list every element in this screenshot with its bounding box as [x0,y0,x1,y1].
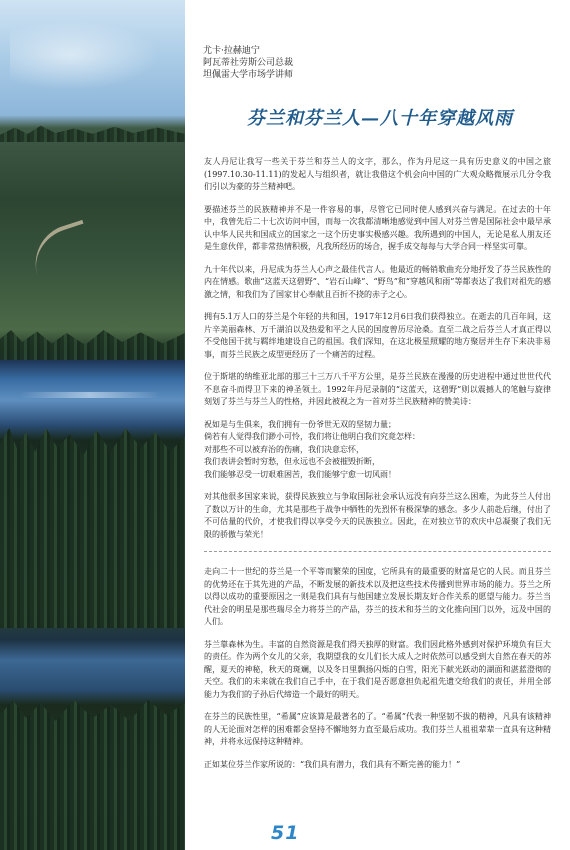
cloud [10,20,160,90]
lake-shore-treeline [0,330,185,360]
author-block [203,45,403,81]
pine-forest [0,428,185,628]
paragraph: 友人丹尼让我写一些关于芬兰和芬兰人的文字，那么，作为丹尼这一具有历史意义的中国之旅(1997.10.30-11.11)的发起人与组织者，就让我借这个机会向中国的广大观众略微展示几分令我们引以为豪的芬兰精神吧。 [204,157,551,191]
page-number: 51 [271,822,300,844]
lyric-line: 我们能够忍受一切艰难困苦，我们能够宁愈一切风雨！ [204,469,396,479]
paragraph: 要描述芬兰的民族精神并不是一件容易的事，尽管它已同时使人感到兴奋与满足。在过去的十年中，我曾先后二十七次访问中国，而每一次我都清晰地感觉到中国人对芬兰曾是国际社会中最早承认中华人民共和国成立的国家之一这个历史事实极感兴趣。我所遇到的中国人，无论是私人朋友还是生意伙伴，都非常热情积极，凡我所经历的场合，握手成交每每与大学合同一样坚实可靠。 [204,204,551,251]
song-lyrics [204,419,551,482]
lake-reflection [20,392,160,398]
section-divider [204,551,551,552]
distant-treeline [0,124,185,142]
paragraph: 位于斯堪的纳维亚北部的那三十三万八千平方公里，是芬兰民族在漫漫的历史进程中通过世世代代不息奋斗而得卫下来的神圣领土。1992年丹尼录制的“这蓝天，这碧野”则以震撼人的笔触与旋律刻划了芬兰与芬兰人的性格，并因此被视之为一首对芬兰民族精神的赞美诗： [204,372,551,406]
paragraph: 拥有5.1万人口的芬兰是个年轻的共和国，1917年12月6日我们获得独立。在逝去的几百年间，这片辛美丽森林、万千湖泊以及热爱和平之人民的国度曾历尽沧桑。直至二战之后芬兰人才真正得以不受他国干扰与羁绊地建设自己的祖国。我们深知，在这北极星照耀的地方聚居并生存下来决非易事，而芬兰民族之成型更经历了一个痛苦的过程。 [204,312,551,359]
foreground-pines [0,700,185,850]
author-name: 尤卡·拉赫迪宁 [203,46,260,56]
author-affiliation: 坦佩雷大学市场学讲师 [203,70,294,80]
paragraph: 在芬兰的民族性里，“希属”应该算是最著名的了。“希属”代表一种坚韧不拔的精神，凡具有该精神的人无论面对怎样的困难都会坚持不懈地努力直至最后成功。我们芬兰人祖祖辈辈一直具有这种精神，并将永远保持这种精神。 [204,712,551,746]
lyric-line: 倘若有人觉得我们渺小可怜，我们将让他明白我们究竟怎样： [204,432,420,441]
lyric-line: 我们表讲会暂时穷愁，但永远也不会被摧毁折断， [204,457,380,466]
article-body [204,156,551,781]
paragraph: 对其他很多国家来说，获得民族独立与争取国际社会承认远没有向芬兰这么困难，为此芬兰人付出了数以万计的生命，尤其是那些于战争中牺牲的先烈怀有极深挚的感念。多少人前赴后继，付出了不可估量的代价，才使我们得以享受今天的民族独立。因此，在对独立节的欢庆中总凝聚了我们无限的骄傲与荣光！ [204,492,551,539]
paragraph: 九十年代以来，丹尼成为芬兰人心声之最佳代言人。他最近的畅销歌曲充分地抒发了芬兰民族性的内在情感。歌曲“这蓝天这碧野”、“岩石山峰”、“野鸟”和“穿越风和雨”等都表达了我们对祖先的感激之情，和我们为了国家甘心奉献且百折不挠的赤子之心。 [204,264,551,299]
paragraph: 走向二十一世纪的芬兰是一个平等而繁荣的国度，它所具有的最重要的财富是它的人民。而且芬兰的优势还在于其先进的产品，不断发展的新技术以及把这些技术传播到世界市场的能力。芬兰之所以得以成功的重要原因之一则是我们具有与他国建立发展长期友好合作关系的愿望与能力。芬兰当代社会的明星是那些瑞尽全力将芬兰的产品，芬兰的技术和芬兰的文化推向国门以外，远及中国的人们。 [204,567,551,626]
article-title: 芬兰和芬兰人—八十年穿越风雨 [247,108,513,129]
forest-lake-photo [0,0,185,850]
winding-road [25,220,94,277]
lyric-line: 祝如是与生俱来，我们拥有一份爷世无双的坚韧力量； [204,419,396,429]
author-position: 阿瓦蒂社劳斯公司总裁 [203,58,294,68]
lyric-line: 对那些不可以被弃治的伤痛，我们决意忘怀， [204,444,364,454]
paragraph: 芬兰靠森林为生。丰富的自然资源是我们得天独厚的财富。我们因此格外感到对保护环境负有巨大的责任。作为两个女儿的父亲，我期望我的女儿们长大成人之时依然可以感受到大自然在春天的苏醒，夏天的神秘，秋天的斑斓，以及冬日里飘扬闪烁的白雪，阳光下献光跃动的湖面和湛蓝澄彻的天空。我们的未来就在我们自己手中，在于我们是否愿意担负起祖先遗交给我们的责任，并用全部能力为我们的子孙后代缔造一个最好的明天。 [204,639,551,699]
paragraph: 正如某位芬兰作家所说的：“我们具有潜力，我们具有不断完善的能力！” [204,759,461,769]
